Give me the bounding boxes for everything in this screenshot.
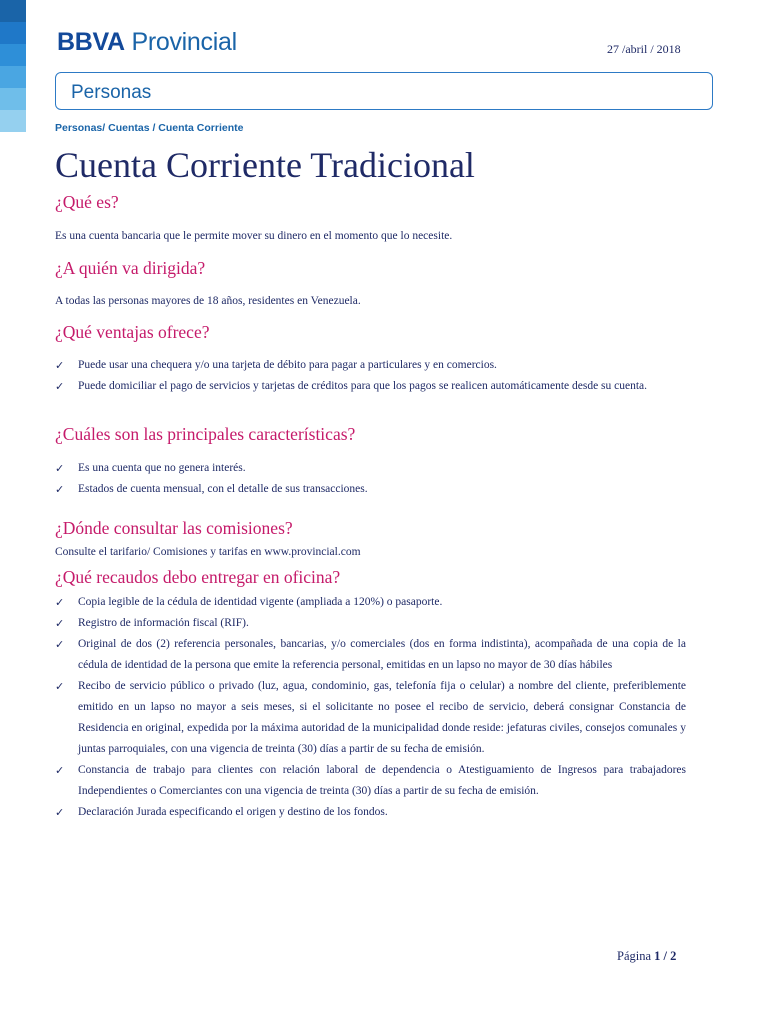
list-item-text: Copia legible de la cédula de identidad vigente (ampliada a 120%) o pasaporte. xyxy=(78,596,443,608)
list-item-text: Puede usar una chequera y/o una tarjeta de débito para pagar a particulares y en comercios. xyxy=(78,359,497,371)
list-item-text: Recibo de servicio público o privado (luz, agua, condominio, gas, telefonía fija o celular) a nombre del cliente, preferiblemente emitido en un lapso no mayor a seis meses, si el solicitante no posee el recibo de servicio, deberá consignar Constancia de Residencia en original, expedida por la máxima autoridad de la municipalidad donde reside: jefaturas civiles, consejos comunales y juntas parroquiales, con una vigencia de treinta (30) días a partir de su fecha de emisión. xyxy=(78,680,686,755)
checkmark-icon: ✓ xyxy=(55,680,65,693)
list-item xyxy=(55,802,686,823)
stripe-block xyxy=(0,44,26,66)
list-item-text: Constancia de trabajo para clientes con relación laboral de dependencia o Atestiguamiento de Ingresos para trabajadores Independientes o Comerciantes con una vigencia de treinta (30) días a partir de su fecha de emisión. xyxy=(78,764,686,797)
checkmark-icon: ✓ xyxy=(55,617,65,630)
page-number-value: 1 / 2 xyxy=(654,949,677,963)
list-item xyxy=(55,592,686,613)
stripe-block xyxy=(0,88,26,110)
document-date: 27 /abril / 2018 xyxy=(607,42,681,56)
checkmark-icon: ✓ xyxy=(55,806,65,819)
list-item-text: Es una cuenta que no genera interés. xyxy=(78,462,246,474)
page-number-label: Página xyxy=(617,949,652,963)
checkmark-icon: ✓ xyxy=(55,764,65,777)
logo-light-text: Provincial xyxy=(131,28,237,56)
list-recaudos xyxy=(55,592,686,823)
section-banner xyxy=(55,72,713,110)
list-item xyxy=(55,634,686,676)
paragraph-a-quien: A todas las personas mayores de 18 años, residentes en Venezuela. xyxy=(55,295,361,307)
decorative-stripe xyxy=(0,0,26,132)
bbva-provincial-logo xyxy=(57,28,237,57)
list-item xyxy=(55,613,686,634)
heading-a-quien: ¿A quién va dirigida? xyxy=(55,258,206,278)
list-item xyxy=(55,479,686,500)
heading-que-es: ¿Qué es? xyxy=(55,192,119,212)
stripe-block xyxy=(0,110,26,132)
heading-comisiones: ¿Dónde consultar las comisiones? xyxy=(55,518,293,538)
stripe-block xyxy=(0,22,26,44)
stripe-block xyxy=(0,0,26,22)
list-item xyxy=(55,458,686,479)
list-item-text: Registro de información fiscal (RIF). xyxy=(78,617,249,629)
list-item-text: Original de dos (2) referencia personales, bancarias, y/o comerciales (dos en forma indistinta), acompañada de una copia de la cédula de identidad de la persona que emite la referencia personal, emitidas en un lapso no mayor de 30 días hábiles xyxy=(78,638,686,671)
page-title: Cuenta Corriente Tradicional xyxy=(55,145,475,185)
paragraph-comisiones: Consulte el tarifario/ Comisiones y tarifas en www.provincial.com xyxy=(55,546,361,558)
list-item xyxy=(55,376,686,397)
breadcrumb: Personas/ Cuentas / Cuenta Corriente xyxy=(55,122,244,134)
paragraph-que-es: Es una cuenta bancaria que le permite mover su dinero en el momento que lo necesite. xyxy=(55,230,453,242)
section-banner-label: Personas xyxy=(71,82,152,103)
list-item xyxy=(55,355,686,376)
checkmark-icon: ✓ xyxy=(55,380,65,393)
checkmark-icon: ✓ xyxy=(55,483,65,496)
list-caracteristicas xyxy=(55,458,686,500)
heading-ventajas: ¿Qué ventajas ofrece? xyxy=(55,322,210,342)
list-ventajas xyxy=(55,355,686,397)
checkmark-icon: ✓ xyxy=(55,462,65,475)
heading-recaudos: ¿Qué recaudos debo entregar en oficina? xyxy=(55,567,341,587)
page-number xyxy=(617,949,676,964)
list-item-text: Puede domiciliar el pago de servicios y tarjetas de créditos para que los pagos se realicen automáticamente desde su cuenta. xyxy=(78,380,648,392)
checkmark-icon: ✓ xyxy=(55,359,65,372)
heading-caracteristicas: ¿Cuáles son las principales características? xyxy=(55,424,356,444)
stripe-block xyxy=(0,66,26,88)
checkmark-icon: ✓ xyxy=(55,638,65,651)
checkmark-icon: ✓ xyxy=(55,596,65,609)
logo-bold-text: BBVA xyxy=(57,28,125,56)
list-item xyxy=(55,676,686,760)
list-item-text: Declaración Jurada especificando el origen y destino de los fondos. xyxy=(78,806,388,818)
list-item-text: Estados de cuenta mensual, con el detalle de sus transacciones. xyxy=(78,483,368,495)
list-item xyxy=(55,760,686,802)
